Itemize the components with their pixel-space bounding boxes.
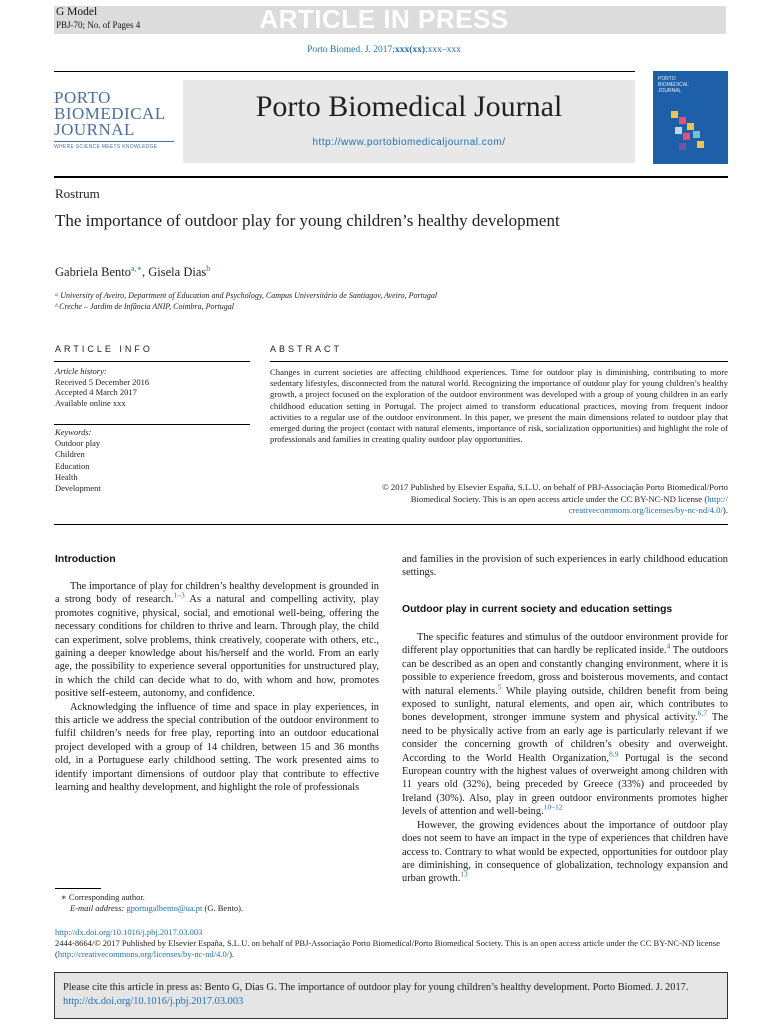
reference-link[interactable]: 8,9: [608, 749, 619, 759]
abstract-copyright: © 2017 Published by Elsevier España, S.L.U. on behalf of PBJ-Associação Porto Biomedical/Porto Biomedical Society. This is an open access article under the CC BY-NC-ND license (http:// creativecommons.org/licenses/by-nc-nd/4.0/).: [382, 482, 728, 516]
article-title: The importance of outdoor play for young children’s healthy development: [55, 211, 560, 230]
header-thick-rule: [54, 176, 728, 178]
accepted-date: Accepted 4 March 2017: [55, 387, 137, 397]
author-name: Gisela Dias: [148, 265, 207, 279]
email-link[interactable]: gportugalbento@ua.pt: [126, 903, 203, 913]
received-date: Received 5 December 2016: [55, 376, 150, 387]
journal-citation[interactable]: Porto Biomed. J. 2017;xxx(xx):xxx–xxx: [307, 45, 461, 55]
cover-dot: [675, 127, 682, 134]
affiliations: [55, 290, 437, 312]
cover-dot: [693, 131, 700, 138]
paragraph: However, the growing evidences about the importance of outdoor play does not seem to have an impact in the type of experiences that children have access to. Contrary to what would be expected, opportunities for outdoor play are diminishing, in consequence of globalization, technology expansion and urban growth.$^{13}$: [402, 819, 728, 885]
issn-license-text: 2444-8664/© 2017 Published by Elsevier España, S.L.U. on behalf of PBJ-Associação Porto Biomedical/Porto Biomedical Society. This is an open access article under the CC BY-NC-ND license (http://creativecommons.org/licenses/by-nc-nd/4.0/).: [55, 938, 720, 959]
doi-link[interactable]: http://dx.doi.org/10.1016/j.pbj.2017.03.003: [55, 927, 203, 937]
cover-dot: [679, 143, 686, 150]
logo-line-biomedical: BIOMEDICAL: [54, 104, 166, 123]
outdoor-play-heading: Outdoor play in current society and education settings: [402, 604, 673, 615]
history-label: Article history:: [55, 366, 107, 376]
logo-line-porto: PORTO: [54, 88, 111, 107]
corresponding-author-note: ∗ Corresponding author.: [61, 892, 145, 902]
reference-link[interactable]: 1–3: [173, 590, 185, 600]
body-column-right: [402, 631, 728, 886]
body-column-right-top: [402, 553, 728, 580]
journal-title: Porto Biomedical Journal: [255, 90, 563, 123]
license-link[interactable]: http://: [707, 493, 728, 504]
logo-tagline: WHERE SCIENCE MEETS KNOWLEDGE: [54, 141, 174, 150]
page-count: No. of Pages 4: [87, 20, 141, 30]
author-affiliation-mark[interactable]: a,∗: [131, 263, 143, 273]
reference-link[interactable]: 10–12: [543, 802, 563, 812]
paragraph: The specific features and stimulus of the outdoor environment provide for different play opportunities that can hardly be replicated inside.$^4$ The outdoors can be described as an open and constantly changing environment, where it is possible to experience freedom, gross and boisterous movements, and contact with natural elements.$^5$ While playing outside, children benefit from being exposed to sunlight, natural elements, and open air, which contributes to bones development, stronger immune system and physical activity.$^{6,7}$ The need to be physically active from an early age is particularly relevant if we consider the concerning growth of children’s obesity and overweight. According to the World Health Organization,$^{8,9}$ Portugal is the second European country with the highest values of overweight among children with 11 years old (32%), being preceded by Greece (33%) and proceeded by Ireland (30%). Also, play in green outdoor environments promotes higher levels of attention and well-being.$^{10-12}$: [402, 632, 728, 818]
keyword: Outdoor play: [55, 438, 101, 449]
abstract-text: Changes in current societies are affecting childhood experiences. Time for outdoor play is diminishing, contributing to more sedentary lifestyles, disconnected from the natural world. Recognizing the importance of outdoor play for young children’s healthy growth, a project focused on the exploration of the outdoor environment was developed with a group of young children in an early childhood education setting in Portugal. The project aimed to transform educational practices, moving from frequent indoor activities to a regular use of the outdoor environment. In this paper, we present the main dimensions related to outdoor play that emerged during the project (contact with natural elements, importance of risk, socialization opportunities) and highlight the role of professionals and families in creating quality outdoor play opportunities.: [270, 367, 728, 445]
author-name: Gabriela Bento: [55, 265, 132, 279]
header-rule: [54, 71, 635, 72]
online-date: Available online xxx: [55, 397, 126, 408]
cover-dot: [671, 111, 678, 118]
reference-link[interactable]: 6,7: [697, 708, 707, 718]
license-link[interactable]: http://creativecommons.org/licenses/by-nc-nd/4.0/: [57, 949, 230, 959]
logo-line-journal: JOURNAL: [54, 120, 135, 139]
article-section: Rostrum: [55, 186, 100, 201]
abstract-heading: ABSTRACT: [270, 344, 343, 354]
journal-logo: [54, 90, 174, 150]
footnote: ∗ Corresponding author. E-mail address: gportugalbento@ua.pt (G. Bento).: [55, 892, 243, 914]
article-in-press-text: ARTICLE IN PRESS: [259, 4, 509, 34]
introduction-heading: Introduction: [55, 554, 116, 565]
author-affiliation-mark[interactable]: b: [206, 263, 211, 273]
pbj-code: PBJ-70;: [56, 20, 86, 30]
paragraph: The importance of play for children’s healthy development is grounded in a strong body of research.$^{1-3}$ As a natural and compelling activity, play promotes cognitive, physical, social, and emotional well-being, offering the necessary conditions for children to thrive and learn. Through play, the child can experiment, solve problems, think creatively, cooperate with others, etc., gaining a deeper knowledge about his/herself and the world. From an early age, the possibility to experience several opportunities for unstructured play, in which the child can decide what to do, with whom and how, promotes positive self-esteem, autonomy, and confidence.: [55, 581, 379, 700]
keyword: Children: [55, 449, 85, 460]
cite-doi-link[interactable]: http://dx.doi.org/10.1016/j.pbj.2017.03.003: [63, 996, 244, 1007]
keyword: Education: [55, 460, 90, 471]
reference-link[interactable]: 13: [460, 869, 468, 879]
author-list: Gabriela Bento$^{a,∗}$, Gisela Dias$^b$: [55, 263, 211, 279]
divider: [54, 424, 250, 425]
article-info-heading: ARTICLE INFO: [55, 344, 153, 354]
footnote-rule: [55, 888, 101, 889]
divider: [270, 361, 728, 362]
affiliation-a: ᵃ University of Aveiro, Department of Education and Psychology, Campus Universitário de Santiagov, Aveiro, Portugal: [55, 291, 438, 300]
paragraph-continued: and families in the provision of such experiences in early childhood education settings.: [402, 554, 728, 579]
keywords-label: Keywords:: [55, 427, 92, 437]
keywords: [55, 427, 101, 494]
cover-title: PORTO BIOMEDICAL JOURNAL: [658, 76, 689, 94]
keyword: Development: [55, 483, 101, 494]
keyword: Health: [55, 471, 78, 482]
journal-url-link[interactable]: http://www.portobiomedicaljournal.com/: [312, 137, 506, 148]
g-model-label: G Model: [56, 6, 98, 18]
reference-link[interactable]: 4: [666, 641, 671, 651]
cover-dot: [679, 117, 686, 124]
body-column-left: [55, 580, 379, 795]
divider: [54, 361, 250, 362]
paragraph: Acknowledging the influence of time and space in play experiences, in this article we address the special contribution of the outdoor environment to fulfil children’s needs for free play, reporting into an outdoor educational project developed with a group of 14 children, between 15 and 36 months old, in a Portuguese early childhood setting. The work presented aims to identify important dimensions of outdoor play that contribute to effective learning and healthy development, and highlight the role of professionals: [55, 701, 379, 794]
license-link[interactable]: creativecommons.org/licenses/by-nc-nd/4.0/: [568, 505, 723, 516]
journal-cover-image: [653, 71, 728, 164]
article-history: [55, 366, 149, 408]
divider: [54, 524, 728, 525]
affiliation-b: ᵇ Creche – Jardim de Infância ANIP, Coimbra, Portugal: [55, 302, 235, 311]
cite-this-article-text: Please cite this article in press as: Bento G, Dias G. The importance of outdoor play for young children’s healthy development. Porto Biomed. J. 2017. http://dx.doi.org/10.1016/j.pbj.2017.03.003: [63, 982, 689, 1007]
cover-dot: [683, 133, 690, 140]
cover-dot: [687, 123, 694, 130]
reference-link[interactable]: 5: [497, 682, 502, 692]
cover-dot: [697, 141, 704, 148]
